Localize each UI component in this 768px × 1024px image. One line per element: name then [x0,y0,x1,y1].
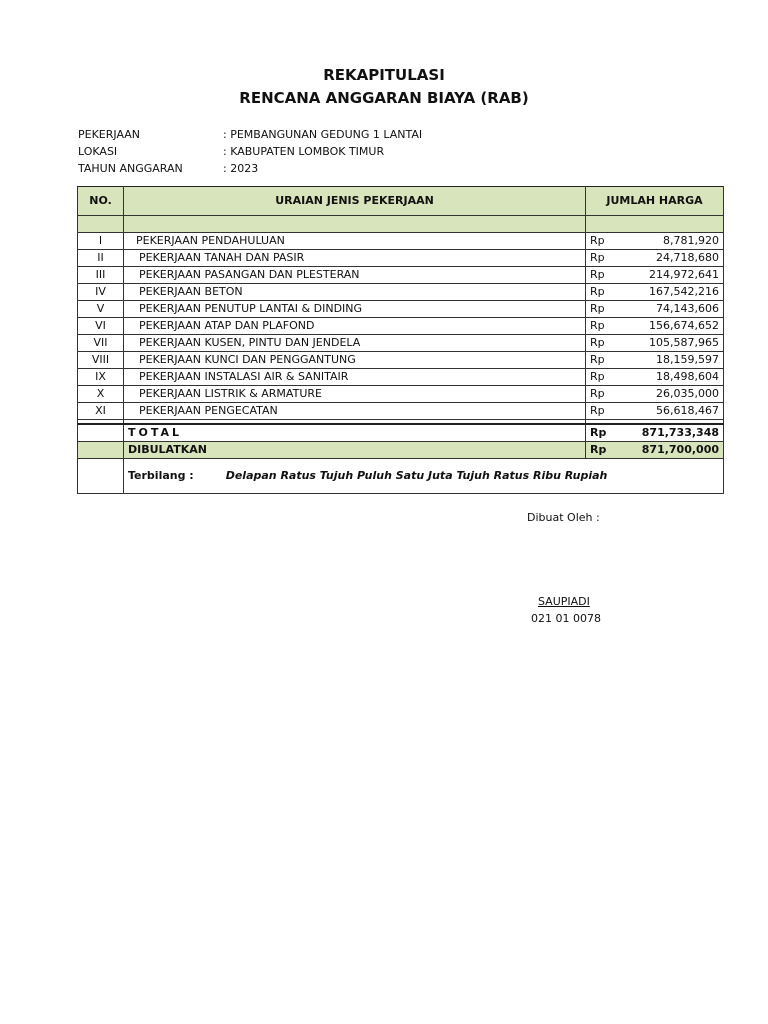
info-value: : KABUPATEN LOMBOK TIMUR [223,145,385,158]
row-currency: Rp [586,386,618,403]
rounded-currency: Rp [586,442,618,459]
row-description: PEKERJAAN BETON [124,284,586,301]
info-label: LOKASI [78,145,118,158]
table-row [78,386,724,403]
signer-id: 021 01 0078 [531,612,601,625]
rab-summary-table [77,186,724,494]
header-no: NO. [78,187,124,216]
row-number: IX [78,369,124,386]
table-row [78,403,724,420]
table-row [78,335,724,352]
made-by-label: Dibuat Oleh : [527,511,600,524]
document-title: REKAPITULASI [323,66,445,84]
table-row [78,250,724,267]
info-value: : PEMBANGUNAN GEDUNG 1 LANTAI [223,128,423,141]
row-currency: Rp [586,369,618,386]
table-row [78,352,724,369]
row-number: VII [78,335,124,352]
header-amount: JUMLAH HARGA [586,187,724,216]
row-amount: 105,587,965 [618,335,724,352]
table-row [78,284,724,301]
info-value: : 2023 [223,162,259,175]
total-label: TOTAL [124,424,586,442]
row-amount: 8,781,920 [618,233,724,250]
rounded-label: DIBULATKAN [124,442,586,459]
rounded-amount: 871,700,000 [618,442,724,459]
header-description: URAIAN JENIS PEKERJAAN [124,187,586,216]
document-subtitle: RENCANA ANGGARAN BIAYA (RAB) [239,89,529,107]
row-amount: 56,618,467 [618,403,724,420]
table-row [78,301,724,318]
row-amount: 74,143,606 [618,301,724,318]
total-currency: Rp [586,424,618,442]
terbilang-label: Terbilang : [128,469,194,482]
row-number: VIII [78,352,124,369]
table-row [78,233,724,250]
row-currency: Rp [586,403,618,420]
row-description: PEKERJAAN KUNCI DAN PENGGANTUNG [124,352,586,369]
signer-name: SAUPIADI [538,595,590,608]
table-row [78,369,724,386]
rounded-row [78,442,724,459]
table-row [78,267,724,284]
row-description: PEKERJAAN TANAH DAN PASIR [124,250,586,267]
row-number: II [78,250,124,267]
row-description: PEKERJAAN ATAP DAN PLAFOND [124,318,586,335]
row-description: PEKERJAAN PENGECATAN [124,403,586,420]
row-number: X [78,386,124,403]
row-number: VI [78,318,124,335]
row-amount: 156,674,652 [618,318,724,335]
row-currency: Rp [586,335,618,352]
row-currency: Rp [586,233,618,250]
row-amount: 18,159,597 [618,352,724,369]
terbilang-row [78,459,724,494]
table-row [78,318,724,335]
info-label: TAHUN ANGGARAN [78,162,183,175]
row-amount: 24,718,680 [618,250,724,267]
row-amount: 18,498,604 [618,369,724,386]
row-description: PEKERJAAN PENDAHULUAN [124,233,586,250]
row-number: V [78,301,124,318]
total-row [78,424,724,442]
row-amount: 167,542,216 [618,284,724,301]
info-label: PEKERJAAN [78,128,141,141]
row-description: PEKERJAAN INSTALASI AIR & SANITAIR [124,369,586,386]
row-currency: Rp [586,318,618,335]
row-currency: Rp [586,301,618,318]
row-number: I [78,233,124,250]
row-currency: Rp [586,352,618,369]
row-number: III [78,267,124,284]
row-number: IV [78,284,124,301]
row-amount: 214,972,641 [618,267,724,284]
total-amount: 871,733,348 [618,424,724,442]
row-amount: 26,035,000 [618,386,724,403]
row-number: XI [78,403,124,420]
row-description: PEKERJAAN PASANGAN DAN PLESTERAN [124,267,586,284]
terbilang-text: Delapan Ratus Tujuh Puluh Satu Juta Tujuh Ratus Ribu Rupiah [225,469,608,482]
row-currency: Rp [586,284,618,301]
row-description: PEKERJAAN PENUTUP LANTAI & DINDING [124,301,586,318]
row-description: PEKERJAAN KUSEN, PINTU DAN JENDELA [124,335,586,352]
table-blank-row [78,216,724,233]
row-currency: Rp [586,250,618,267]
row-description: PEKERJAAN LISTRIK & ARMATURE [124,386,586,403]
row-currency: Rp [586,267,618,284]
table-header-row [78,187,724,216]
